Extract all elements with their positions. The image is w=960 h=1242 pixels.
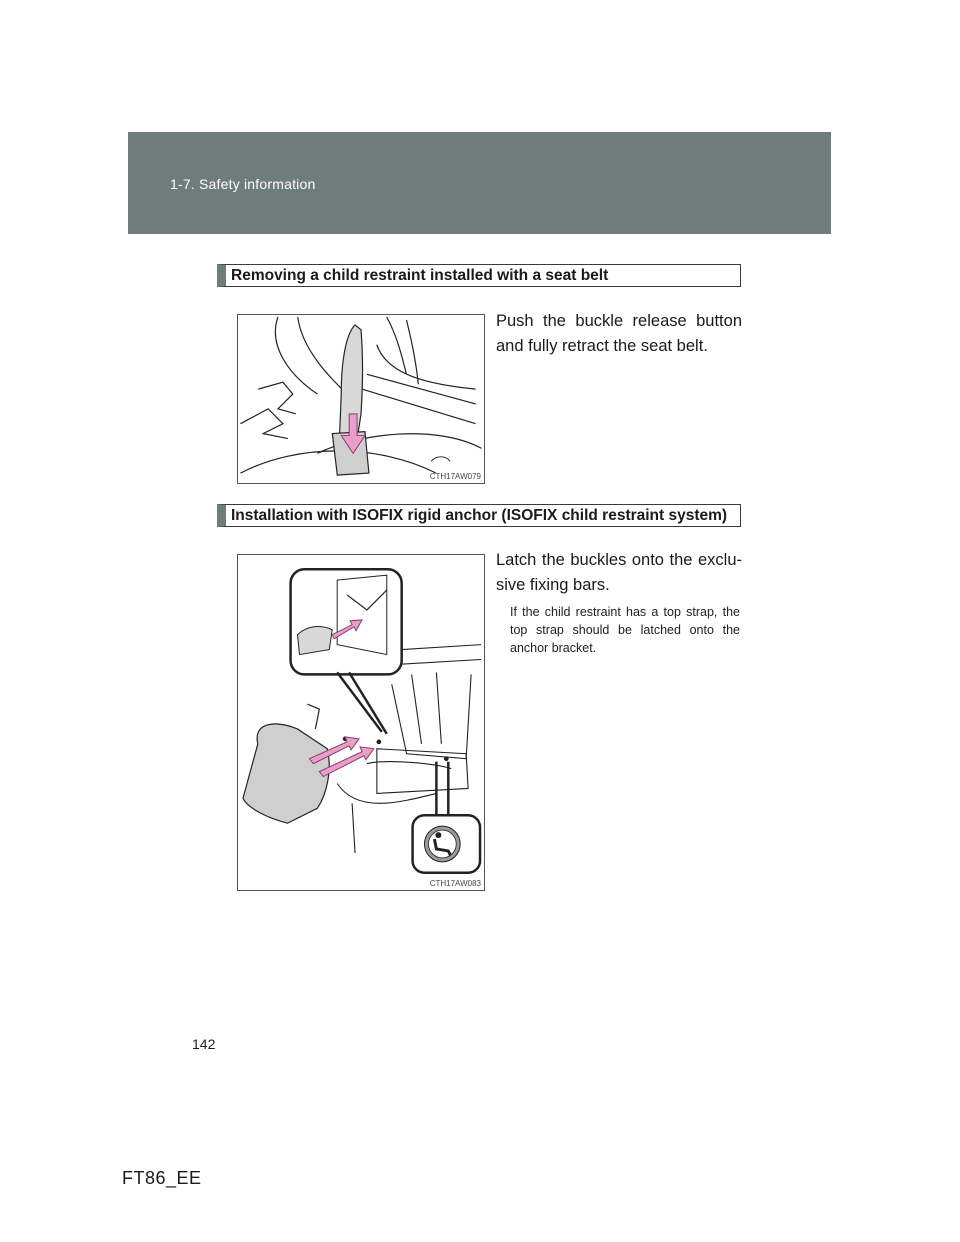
figure-buckle-release bbox=[237, 314, 485, 484]
figure-code: CTH17AW083 bbox=[429, 879, 481, 888]
figure-code: CTH17AW079 bbox=[429, 472, 481, 481]
figure-isofix-install bbox=[237, 554, 485, 891]
section-heading-removing: Removing a child restraint installed with a seat belt bbox=[217, 264, 741, 287]
isofix-installation-illustration bbox=[238, 555, 484, 890]
instruction-text: Push the buckle release button and fully retract the seat belt. bbox=[496, 312, 742, 355]
document-code: FT86_EE bbox=[122, 1168, 202, 1188]
section-breadcrumb: 1-7. Safety information bbox=[170, 176, 316, 192]
section-heading-isofix: Installation with ISOFIX rigid anchor (ISOFIX child restraint system) bbox=[217, 504, 741, 527]
note-text: If the child restraint has a top strap, the top strap should be latched onto the anchor bracket. bbox=[510, 605, 740, 655]
seat-belt-buckle-illustration bbox=[238, 315, 484, 483]
instruction-text: Latch the buckles onto the exclu-sive fixing bars. bbox=[496, 551, 742, 594]
page-number: 142 bbox=[192, 1036, 216, 1052]
header-bar bbox=[128, 132, 831, 234]
isofix-child-seat-icon bbox=[424, 826, 460, 862]
